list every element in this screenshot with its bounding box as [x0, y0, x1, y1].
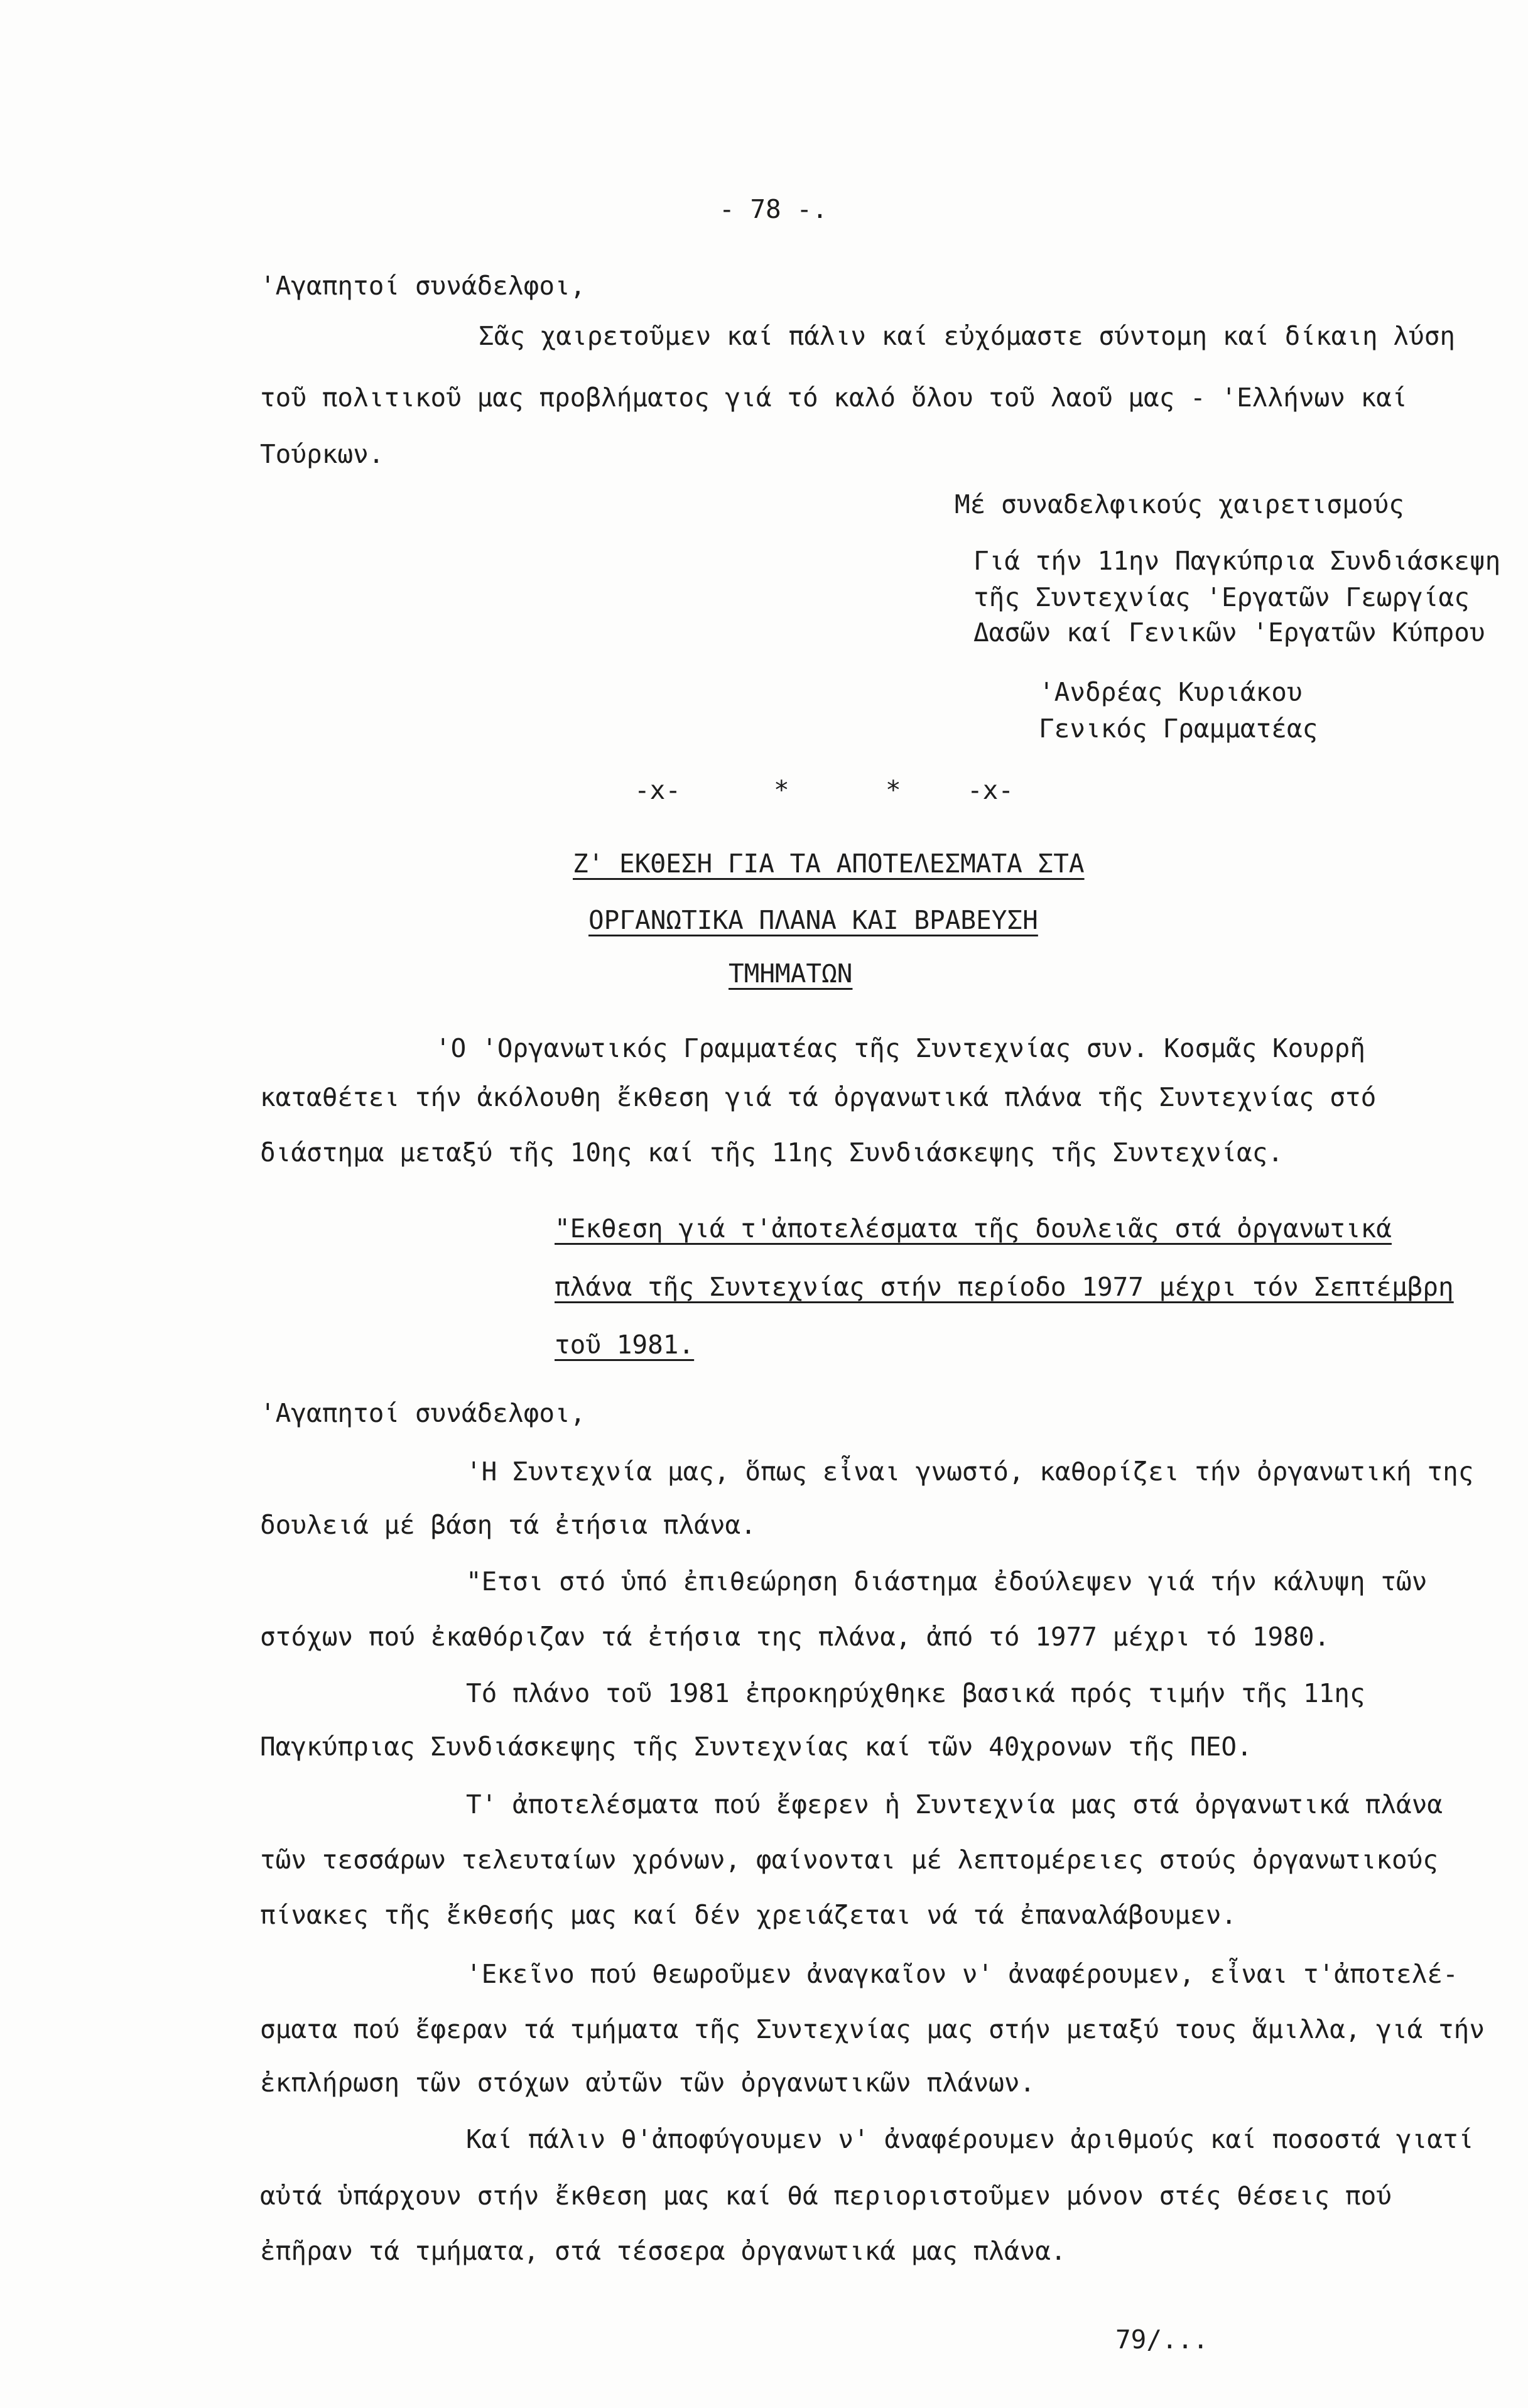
body-line: τῶν τεσσάρων τελευταίων χρόνων, φαίνονται μέ λεπτομέρειες στούς ὀργανωτικούς [260, 1845, 1438, 1875]
body-line: ἐκπλήρωση τῶν στόχων αὐτῶν τῶν ὀργανωτικῶν πλάνων. [260, 2068, 1036, 2098]
body-line: πίνακες τῆς ἔκθεσής μας καί δέν χρειάζεται νά τά ἐπαναλάβουμεν. [260, 1900, 1237, 1930]
body-line: 'Εκεῖνο πού θεωροῦμεν ἀναγκαῖον ν' ἀναφέρουμεν, εἶναι τ'ἀποτελέ- [466, 1959, 1458, 1989]
body-line: ἐπῆραν τά τμήματα, στά τέσσερα ὀργανωτικά μας πλάνα. [260, 2236, 1066, 2266]
body-line: Καί πάλιν θ'ἀποφύγουμεν ν' ἀναφέρουμεν ἀριθμούς καί ποσοστά γιατί [466, 2124, 1474, 2154]
body-line: Τό πλάνο τοῦ 1981 ἐπροκηρύχθηκε βασικά πρός τιμήν τῆς 11ης [466, 1678, 1365, 1708]
section-heading-line: Ζ' ΕΚΘΕΣΗ ΓΙΑ ΤΑ ΑΠΟΤΕΛΕΣΜΑΤΑ ΣΤΑ [573, 849, 1085, 879]
section-heading-line: ΤΜΗΜΑΤΩΝ [729, 958, 853, 989]
body-line: δουλειά μέ βάση τά ἐτήσια πλάνα. [260, 1510, 756, 1540]
body-line: αὐτά ὑπάρχουν στήν ἔκθεση μας καί θά περιοριστοῦμεν μόνον στές θέσεις πού [260, 2181, 1392, 2211]
signature-closing: Μέ συναδελφικούς χαιρετισμούς [955, 489, 1404, 519]
signatory-name: 'Ανδρέας Κυριάκου [1039, 677, 1303, 707]
separator-mark: -x- [967, 775, 1014, 805]
letter-line: Σᾶς χαιρετοῦμεν καί πάλιν καί εὐχόμαστε σύντομη καί δίκαιη λύση [479, 321, 1456, 351]
separator-star: * [774, 775, 789, 805]
continuation-marker: 79/... [1115, 2324, 1209, 2355]
salutation: 'Αγαπητοί συνάδελφοι, [260, 271, 586, 301]
intro-line: διάστημα μεταξύ τῆς 10ης καί τῆς 11ης Συνδιάσκεψης τῆς Συντεχνίας. [260, 1137, 1284, 1168]
body-line: Τ' ἀποτελέσματα πού ἔφερεν ἡ Συντεχνία μας στά ὀργανωτικά πλάνα [466, 1789, 1443, 1820]
separator-star: * [886, 775, 901, 805]
intro-line: καταθέτει τήν ἀκόλουθη ἔκθεση γιά τά ὀργανωτικά πλάνα τῆς Συντεχνίας στό [260, 1082, 1377, 1112]
section-heading-line: ΟΡΓΑΝΩΤΙΚΑ ΠΛΑΝΑ ΚΑΙ ΒΡΑΒΕΥΣΗ [588, 905, 1038, 935]
letter-line: Τούρκων. [260, 439, 384, 469]
body-line: σματα πού ἔφεραν τά τμήματα τῆς Συντεχνίας μας στήν μεταξύ τους ἅμιλλα, γιά τήν [260, 2014, 1485, 2044]
report-title-line: πλάνα τῆς Συντεχνίας στήν περίοδο 1977 μέχρι τόν Σεπτέμβρη [555, 1272, 1454, 1302]
separator-mark: -x- [634, 775, 681, 805]
body-line: στόχων πού ἐκαθόριζαν τά ἐτήσια της πλάνα, ἀπό τό 1977 μέχρι τό 1980. [260, 1622, 1330, 1652]
intro-line: 'Ο 'Οργανωτικός Γραμματέας τῆς Συντεχνίας συν. Κοσμᾶς Κουρρῆ [435, 1033, 1366, 1063]
body-line: 'Η Συντεχνία μας, ὅπως εἶναι γνωστό, καθορίζει τήν ὀργανωτική της [466, 1456, 1474, 1487]
report-title-line: τοῦ 1981. [555, 1330, 695, 1360]
body-line: "Ετσι στό ὑπό ἐπιθεώρηση διάστημα ἐδούλεψεν γιά τήν κάλυψη τῶν [466, 1566, 1428, 1597]
body-line: Παγκύπριας Συνδιάσκεψης τῆς Συντεχνίας καί τῶν 40χρονων τῆς ΠΕΟ. [260, 1732, 1252, 1762]
report-title-line: "Εκθεση γιά τ'ἀποτελέσματα τῆς δουλειᾶς στά ὀργανωτικά [555, 1213, 1392, 1244]
signature-line: τῆς Συντεχνίας 'Εργατῶν Γεωργίας [973, 582, 1470, 612]
letter-line: τοῦ πολιτικοῦ μας προβλήματος γιά τό καλό ὅλου τοῦ λαοῦ μας - 'Ελλήνων καί [260, 382, 1407, 413]
signature-line: Γιά τήν 11ην Παγκύπρια Συνδιάσκεψη [973, 546, 1501, 576]
signature-line: Δασῶν καί Γενικῶν 'Εργατῶν Κύπρου [973, 617, 1485, 648]
salutation: 'Αγαπητοί συνάδελφοι, [260, 1398, 586, 1428]
page-number: - 78 -. [719, 194, 828, 224]
signatory-title: Γενικός Γραμματέας [1039, 713, 1318, 744]
